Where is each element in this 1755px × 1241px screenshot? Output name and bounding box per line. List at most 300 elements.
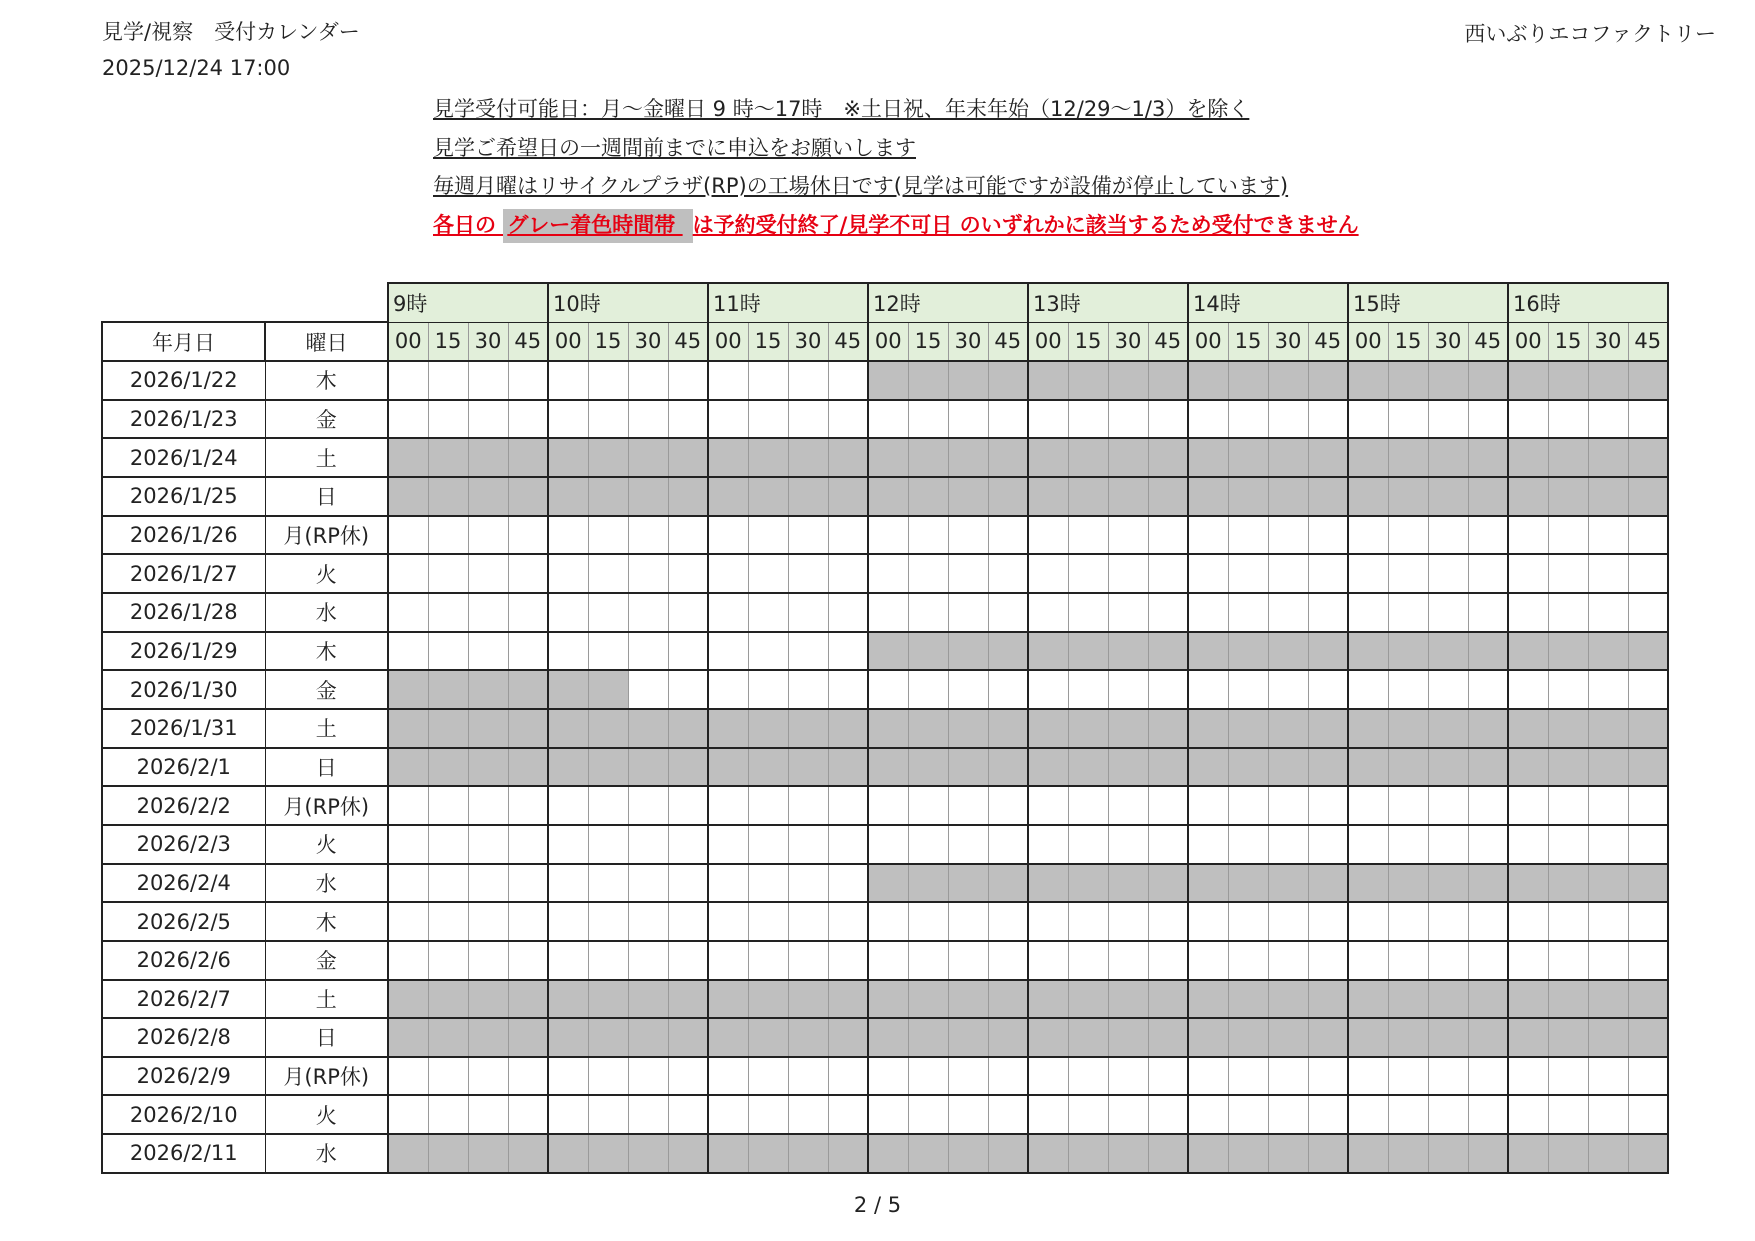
time-slot-open[interactable] bbox=[508, 1095, 548, 1134]
time-slot-open[interactable] bbox=[1188, 554, 1228, 593]
time-slot-open[interactable] bbox=[1028, 941, 1068, 980]
time-slot-open[interactable] bbox=[708, 902, 748, 941]
time-slot-open[interactable] bbox=[748, 593, 788, 632]
time-slot-open[interactable] bbox=[508, 864, 548, 903]
time-slot-open[interactable] bbox=[1068, 786, 1108, 825]
time-slot-open[interactable] bbox=[508, 902, 548, 941]
time-slot-open[interactable] bbox=[1108, 400, 1148, 439]
time-slot-open[interactable] bbox=[1428, 786, 1468, 825]
time-slot-open[interactable] bbox=[1028, 1095, 1068, 1134]
time-slot-open[interactable] bbox=[1068, 1095, 1108, 1134]
time-slot-open[interactable] bbox=[588, 516, 628, 555]
time-slot-open[interactable] bbox=[1268, 400, 1308, 439]
time-slot-open[interactable] bbox=[1588, 1057, 1628, 1096]
time-slot-open[interactable] bbox=[788, 516, 828, 555]
time-slot-open[interactable] bbox=[1228, 941, 1268, 980]
time-slot-open[interactable] bbox=[748, 1057, 788, 1096]
time-slot-open[interactable] bbox=[1148, 516, 1188, 555]
time-slot-open[interactable] bbox=[1468, 1057, 1508, 1096]
time-slot-open[interactable] bbox=[1308, 1095, 1348, 1134]
time-slot-open[interactable] bbox=[468, 632, 508, 671]
time-slot-open[interactable] bbox=[708, 632, 748, 671]
time-slot-open[interactable] bbox=[388, 825, 428, 864]
time-slot-open[interactable] bbox=[628, 864, 668, 903]
time-slot-open[interactable] bbox=[1348, 593, 1388, 632]
time-slot-open[interactable] bbox=[1548, 516, 1588, 555]
time-slot-open[interactable] bbox=[548, 632, 588, 671]
time-slot-open[interactable] bbox=[1148, 786, 1188, 825]
time-slot-open[interactable] bbox=[708, 1095, 748, 1134]
time-slot-open[interactable] bbox=[508, 825, 548, 864]
time-slot-open[interactable] bbox=[668, 554, 708, 593]
time-slot-open[interactable] bbox=[988, 516, 1028, 555]
time-slot-open[interactable] bbox=[468, 786, 508, 825]
time-slot-open[interactable] bbox=[1188, 902, 1228, 941]
time-slot-open[interactable] bbox=[1268, 593, 1308, 632]
time-slot-open[interactable] bbox=[1468, 516, 1508, 555]
time-slot-open[interactable] bbox=[388, 554, 428, 593]
time-slot-open[interactable] bbox=[1628, 554, 1668, 593]
time-slot-open[interactable] bbox=[948, 1095, 988, 1134]
time-slot-open[interactable] bbox=[948, 786, 988, 825]
time-slot-open[interactable] bbox=[468, 1057, 508, 1096]
time-slot-open[interactable] bbox=[908, 902, 948, 941]
time-slot-open[interactable] bbox=[628, 400, 668, 439]
time-slot-open[interactable] bbox=[748, 825, 788, 864]
time-slot-open[interactable] bbox=[1188, 1057, 1228, 1096]
time-slot-open[interactable] bbox=[1228, 554, 1268, 593]
time-slot-open[interactable] bbox=[1468, 593, 1508, 632]
time-slot-open[interactable] bbox=[708, 786, 748, 825]
time-slot-open[interactable] bbox=[1628, 1057, 1668, 1096]
time-slot-open[interactable] bbox=[628, 670, 668, 709]
time-slot-open[interactable] bbox=[1268, 1057, 1308, 1096]
time-slot-open[interactable] bbox=[1228, 786, 1268, 825]
time-slot-open[interactable] bbox=[428, 941, 468, 980]
time-slot-open[interactable] bbox=[1548, 1095, 1588, 1134]
time-slot-open[interactable] bbox=[1228, 670, 1268, 709]
time-slot-open[interactable] bbox=[508, 786, 548, 825]
time-slot-open[interactable] bbox=[468, 516, 508, 555]
time-slot-open[interactable] bbox=[828, 554, 868, 593]
time-slot-open[interactable] bbox=[988, 670, 1028, 709]
time-slot-open[interactable] bbox=[628, 593, 668, 632]
time-slot-open[interactable] bbox=[388, 1057, 428, 1096]
time-slot-open[interactable] bbox=[748, 361, 788, 400]
time-slot-open[interactable] bbox=[868, 554, 908, 593]
time-slot-open[interactable] bbox=[548, 400, 588, 439]
time-slot-open[interactable] bbox=[588, 361, 628, 400]
time-slot-open[interactable] bbox=[1588, 400, 1628, 439]
time-slot-open[interactable] bbox=[428, 554, 468, 593]
time-slot-open[interactable] bbox=[908, 825, 948, 864]
time-slot-open[interactable] bbox=[588, 554, 628, 593]
time-slot-open[interactable] bbox=[1068, 516, 1108, 555]
time-slot-open[interactable] bbox=[1588, 516, 1628, 555]
time-slot-open[interactable] bbox=[748, 632, 788, 671]
time-slot-open[interactable] bbox=[868, 786, 908, 825]
time-slot-open[interactable] bbox=[1468, 554, 1508, 593]
time-slot-open[interactable] bbox=[1388, 400, 1428, 439]
time-slot-open[interactable] bbox=[828, 516, 868, 555]
time-slot-open[interactable] bbox=[788, 864, 828, 903]
time-slot-open[interactable] bbox=[1508, 400, 1548, 439]
time-slot-open[interactable] bbox=[1388, 593, 1428, 632]
time-slot-open[interactable] bbox=[1148, 554, 1188, 593]
time-slot-open[interactable] bbox=[1388, 1095, 1428, 1134]
time-slot-open[interactable] bbox=[948, 1057, 988, 1096]
time-slot-open[interactable] bbox=[588, 632, 628, 671]
time-slot-open[interactable] bbox=[748, 400, 788, 439]
time-slot-open[interactable] bbox=[828, 864, 868, 903]
time-slot-open[interactable] bbox=[748, 670, 788, 709]
time-slot-open[interactable] bbox=[748, 1095, 788, 1134]
time-slot-open[interactable] bbox=[1468, 670, 1508, 709]
time-slot-open[interactable] bbox=[1468, 902, 1508, 941]
time-slot-open[interactable] bbox=[828, 902, 868, 941]
time-slot-open[interactable] bbox=[1268, 902, 1308, 941]
time-slot-open[interactable] bbox=[1388, 786, 1428, 825]
time-slot-open[interactable] bbox=[948, 825, 988, 864]
time-slot-open[interactable] bbox=[508, 941, 548, 980]
time-slot-open[interactable] bbox=[548, 941, 588, 980]
time-slot-open[interactable] bbox=[1628, 786, 1668, 825]
time-slot-open[interactable] bbox=[748, 786, 788, 825]
time-slot-open[interactable] bbox=[708, 941, 748, 980]
time-slot-open[interactable] bbox=[948, 516, 988, 555]
time-slot-open[interactable] bbox=[1468, 825, 1508, 864]
time-slot-open[interactable] bbox=[1388, 902, 1428, 941]
time-slot-open[interactable] bbox=[388, 941, 428, 980]
time-slot-open[interactable] bbox=[668, 361, 708, 400]
time-slot-open[interactable] bbox=[1508, 902, 1548, 941]
time-slot-open[interactable] bbox=[908, 786, 948, 825]
time-slot-open[interactable] bbox=[1588, 1095, 1628, 1134]
time-slot-open[interactable] bbox=[628, 554, 668, 593]
time-slot-open[interactable] bbox=[628, 361, 668, 400]
time-slot-open[interactable] bbox=[788, 670, 828, 709]
time-slot-open[interactable] bbox=[868, 1095, 908, 1134]
time-slot-open[interactable] bbox=[948, 400, 988, 439]
time-slot-open[interactable] bbox=[868, 941, 908, 980]
time-slot-open[interactable] bbox=[1148, 593, 1188, 632]
time-slot-open[interactable] bbox=[1548, 670, 1588, 709]
time-slot-open[interactable] bbox=[868, 516, 908, 555]
time-slot-open[interactable] bbox=[1468, 400, 1508, 439]
time-slot-open[interactable] bbox=[1348, 400, 1388, 439]
time-slot-open[interactable] bbox=[908, 593, 948, 632]
time-slot-open[interactable] bbox=[1148, 670, 1188, 709]
time-slot-open[interactable] bbox=[1388, 554, 1428, 593]
time-slot-open[interactable] bbox=[1308, 786, 1348, 825]
time-slot-open[interactable] bbox=[388, 361, 428, 400]
time-slot-open[interactable] bbox=[628, 786, 668, 825]
time-slot-open[interactable] bbox=[1028, 1057, 1068, 1096]
time-slot-open[interactable] bbox=[1348, 1095, 1388, 1134]
time-slot-open[interactable] bbox=[388, 786, 428, 825]
time-slot-open[interactable] bbox=[1268, 941, 1308, 980]
time-slot-open[interactable] bbox=[668, 593, 708, 632]
time-slot-open[interactable] bbox=[868, 902, 908, 941]
time-slot-open[interactable] bbox=[428, 593, 468, 632]
time-slot-open[interactable] bbox=[828, 825, 868, 864]
time-slot-open[interactable] bbox=[588, 400, 628, 439]
time-slot-open[interactable] bbox=[588, 786, 628, 825]
time-slot-open[interactable] bbox=[1428, 670, 1468, 709]
time-slot-open[interactable] bbox=[1348, 902, 1388, 941]
time-slot-open[interactable] bbox=[788, 632, 828, 671]
time-slot-open[interactable] bbox=[1108, 1057, 1148, 1096]
time-slot-open[interactable] bbox=[1068, 400, 1108, 439]
time-slot-open[interactable] bbox=[1188, 670, 1228, 709]
time-slot-open[interactable] bbox=[788, 786, 828, 825]
time-slot-open[interactable] bbox=[1628, 825, 1668, 864]
time-slot-open[interactable] bbox=[1588, 593, 1628, 632]
time-slot-open[interactable] bbox=[548, 902, 588, 941]
time-slot-open[interactable] bbox=[1428, 825, 1468, 864]
time-slot-open[interactable] bbox=[1108, 902, 1148, 941]
time-slot-open[interactable] bbox=[1428, 400, 1468, 439]
time-slot-open[interactable] bbox=[468, 825, 508, 864]
time-slot-open[interactable] bbox=[1148, 902, 1188, 941]
time-slot-open[interactable] bbox=[1588, 670, 1628, 709]
time-slot-open[interactable] bbox=[1028, 400, 1068, 439]
time-slot-open[interactable] bbox=[548, 1057, 588, 1096]
time-slot-open[interactable] bbox=[1068, 825, 1108, 864]
time-slot-open[interactable] bbox=[1028, 825, 1068, 864]
time-slot-open[interactable] bbox=[588, 825, 628, 864]
time-slot-open[interactable] bbox=[828, 670, 868, 709]
time-slot-open[interactable] bbox=[1108, 516, 1148, 555]
time-slot-open[interactable] bbox=[1508, 516, 1548, 555]
time-slot-open[interactable] bbox=[708, 516, 748, 555]
time-slot-open[interactable] bbox=[1068, 1057, 1108, 1096]
time-slot-open[interactable] bbox=[1228, 825, 1268, 864]
time-slot-open[interactable] bbox=[828, 593, 868, 632]
time-slot-open[interactable] bbox=[1068, 941, 1108, 980]
time-slot-open[interactable] bbox=[1388, 670, 1428, 709]
time-slot-open[interactable] bbox=[1508, 554, 1548, 593]
time-slot-open[interactable] bbox=[668, 632, 708, 671]
time-slot-open[interactable] bbox=[588, 1057, 628, 1096]
time-slot-open[interactable] bbox=[428, 825, 468, 864]
time-slot-open[interactable] bbox=[428, 400, 468, 439]
time-slot-open[interactable] bbox=[468, 941, 508, 980]
time-slot-open[interactable] bbox=[1308, 825, 1348, 864]
time-slot-open[interactable] bbox=[908, 516, 948, 555]
time-slot-open[interactable] bbox=[388, 902, 428, 941]
time-slot-open[interactable] bbox=[1628, 1095, 1668, 1134]
time-slot-open[interactable] bbox=[948, 902, 988, 941]
time-slot-open[interactable] bbox=[1468, 1095, 1508, 1134]
time-slot-open[interactable] bbox=[388, 1095, 428, 1134]
time-slot-open[interactable] bbox=[708, 593, 748, 632]
time-slot-open[interactable] bbox=[548, 1095, 588, 1134]
time-slot-open[interactable] bbox=[428, 1095, 468, 1134]
time-slot-open[interactable] bbox=[1348, 554, 1388, 593]
time-slot-open[interactable] bbox=[1348, 516, 1388, 555]
time-slot-open[interactable] bbox=[1548, 1057, 1588, 1096]
time-slot-open[interactable] bbox=[628, 1057, 668, 1096]
time-slot-open[interactable] bbox=[1228, 400, 1268, 439]
time-slot-open[interactable] bbox=[1628, 516, 1668, 555]
time-slot-open[interactable] bbox=[428, 632, 468, 671]
time-slot-open[interactable] bbox=[428, 864, 468, 903]
time-slot-open[interactable] bbox=[1428, 593, 1468, 632]
time-slot-open[interactable] bbox=[1628, 670, 1668, 709]
time-slot-open[interactable] bbox=[468, 864, 508, 903]
time-slot-open[interactable] bbox=[508, 361, 548, 400]
time-slot-open[interactable] bbox=[1308, 1057, 1348, 1096]
time-slot-open[interactable] bbox=[428, 786, 468, 825]
time-slot-open[interactable] bbox=[628, 941, 668, 980]
time-slot-open[interactable] bbox=[1028, 902, 1068, 941]
time-slot-open[interactable] bbox=[468, 400, 508, 439]
time-slot-open[interactable] bbox=[628, 902, 668, 941]
time-slot-open[interactable] bbox=[1548, 554, 1588, 593]
time-slot-open[interactable] bbox=[388, 593, 428, 632]
time-slot-open[interactable] bbox=[1468, 941, 1508, 980]
time-slot-open[interactable] bbox=[508, 593, 548, 632]
time-slot-open[interactable] bbox=[708, 554, 748, 593]
time-slot-open[interactable] bbox=[868, 593, 908, 632]
time-slot-open[interactable] bbox=[1468, 786, 1508, 825]
time-slot-open[interactable] bbox=[1588, 902, 1628, 941]
time-slot-open[interactable] bbox=[668, 400, 708, 439]
time-slot-open[interactable] bbox=[668, 516, 708, 555]
time-slot-open[interactable] bbox=[1628, 941, 1668, 980]
time-slot-open[interactable] bbox=[788, 1057, 828, 1096]
time-slot-open[interactable] bbox=[1108, 670, 1148, 709]
time-slot-open[interactable] bbox=[988, 902, 1028, 941]
time-slot-open[interactable] bbox=[1268, 825, 1308, 864]
time-slot-open[interactable] bbox=[988, 786, 1028, 825]
time-slot-open[interactable] bbox=[548, 554, 588, 593]
time-slot-open[interactable] bbox=[948, 593, 988, 632]
time-slot-open[interactable] bbox=[1188, 786, 1228, 825]
time-slot-open[interactable] bbox=[748, 902, 788, 941]
time-slot-open[interactable] bbox=[668, 825, 708, 864]
time-slot-open[interactable] bbox=[388, 516, 428, 555]
time-slot-open[interactable] bbox=[1508, 1057, 1548, 1096]
time-slot-open[interactable] bbox=[588, 1095, 628, 1134]
time-slot-open[interactable] bbox=[1228, 593, 1268, 632]
time-slot-open[interactable] bbox=[628, 825, 668, 864]
time-slot-open[interactable] bbox=[1508, 825, 1548, 864]
time-slot-open[interactable] bbox=[748, 864, 788, 903]
time-slot-open[interactable] bbox=[1548, 593, 1588, 632]
time-slot-open[interactable] bbox=[1548, 825, 1588, 864]
time-slot-open[interactable] bbox=[1188, 400, 1228, 439]
time-slot-open[interactable] bbox=[1148, 825, 1188, 864]
time-slot-open[interactable] bbox=[388, 864, 428, 903]
time-slot-open[interactable] bbox=[628, 1095, 668, 1134]
time-slot-open[interactable] bbox=[788, 941, 828, 980]
time-slot-open[interactable] bbox=[948, 554, 988, 593]
time-slot-open[interactable] bbox=[908, 400, 948, 439]
time-slot-open[interactable] bbox=[1428, 516, 1468, 555]
time-slot-open[interactable] bbox=[548, 593, 588, 632]
time-slot-open[interactable] bbox=[1228, 1095, 1268, 1134]
time-slot-open[interactable] bbox=[1228, 1057, 1268, 1096]
time-slot-open[interactable] bbox=[1548, 902, 1588, 941]
time-slot-open[interactable] bbox=[1268, 786, 1308, 825]
time-slot-open[interactable] bbox=[548, 825, 588, 864]
time-slot-open[interactable] bbox=[1028, 516, 1068, 555]
time-slot-open[interactable] bbox=[1508, 941, 1548, 980]
time-slot-open[interactable] bbox=[1028, 554, 1068, 593]
time-slot-open[interactable] bbox=[788, 825, 828, 864]
time-slot-open[interactable] bbox=[628, 516, 668, 555]
time-slot-open[interactable] bbox=[1628, 593, 1668, 632]
time-slot-open[interactable] bbox=[428, 516, 468, 555]
time-slot-open[interactable] bbox=[788, 400, 828, 439]
time-slot-open[interactable] bbox=[1148, 1057, 1188, 1096]
time-slot-open[interactable] bbox=[1508, 786, 1548, 825]
time-slot-open[interactable] bbox=[1188, 516, 1228, 555]
time-slot-open[interactable] bbox=[708, 361, 748, 400]
time-slot-open[interactable] bbox=[1428, 902, 1468, 941]
time-slot-open[interactable] bbox=[628, 632, 668, 671]
time-slot-open[interactable] bbox=[1068, 902, 1108, 941]
time-slot-open[interactable] bbox=[1268, 554, 1308, 593]
time-slot-open[interactable] bbox=[1068, 593, 1108, 632]
time-slot-open[interactable] bbox=[948, 941, 988, 980]
time-slot-open[interactable] bbox=[1548, 941, 1588, 980]
time-slot-open[interactable] bbox=[548, 361, 588, 400]
time-slot-open[interactable] bbox=[1108, 941, 1148, 980]
time-slot-open[interactable] bbox=[988, 825, 1028, 864]
time-slot-open[interactable] bbox=[1508, 670, 1548, 709]
time-slot-open[interactable] bbox=[1308, 593, 1348, 632]
time-slot-open[interactable] bbox=[1068, 670, 1108, 709]
time-slot-open[interactable] bbox=[1428, 1095, 1468, 1134]
time-slot-open[interactable] bbox=[1308, 400, 1348, 439]
time-slot-open[interactable] bbox=[668, 941, 708, 980]
time-slot-open[interactable] bbox=[828, 1057, 868, 1096]
time-slot-open[interactable] bbox=[1028, 593, 1068, 632]
time-slot-open[interactable] bbox=[908, 1095, 948, 1134]
time-slot-open[interactable] bbox=[828, 400, 868, 439]
time-slot-open[interactable] bbox=[428, 902, 468, 941]
time-slot-open[interactable] bbox=[1148, 941, 1188, 980]
time-slot-open[interactable] bbox=[1308, 902, 1348, 941]
time-slot-open[interactable] bbox=[1308, 554, 1348, 593]
time-slot-open[interactable] bbox=[1548, 786, 1588, 825]
time-slot-open[interactable] bbox=[1188, 941, 1228, 980]
time-slot-open[interactable] bbox=[1268, 1095, 1308, 1134]
time-slot-open[interactable] bbox=[1588, 941, 1628, 980]
time-slot-open[interactable] bbox=[868, 825, 908, 864]
time-slot-open[interactable] bbox=[908, 941, 948, 980]
time-slot-open[interactable] bbox=[908, 1057, 948, 1096]
time-slot-open[interactable] bbox=[1348, 941, 1388, 980]
time-slot-open[interactable] bbox=[748, 516, 788, 555]
time-slot-open[interactable] bbox=[988, 1057, 1028, 1096]
time-slot-open[interactable] bbox=[468, 902, 508, 941]
time-slot-open[interactable] bbox=[1428, 554, 1468, 593]
time-slot-open[interactable] bbox=[868, 400, 908, 439]
time-slot-open[interactable] bbox=[668, 786, 708, 825]
time-slot-open[interactable] bbox=[1028, 786, 1068, 825]
time-slot-open[interactable] bbox=[548, 864, 588, 903]
time-slot-open[interactable] bbox=[828, 1095, 868, 1134]
time-slot-open[interactable] bbox=[1428, 941, 1468, 980]
time-slot-open[interactable] bbox=[1308, 516, 1348, 555]
time-slot-open[interactable] bbox=[1308, 670, 1348, 709]
time-slot-open[interactable] bbox=[1108, 554, 1148, 593]
time-slot-open[interactable] bbox=[1348, 825, 1388, 864]
